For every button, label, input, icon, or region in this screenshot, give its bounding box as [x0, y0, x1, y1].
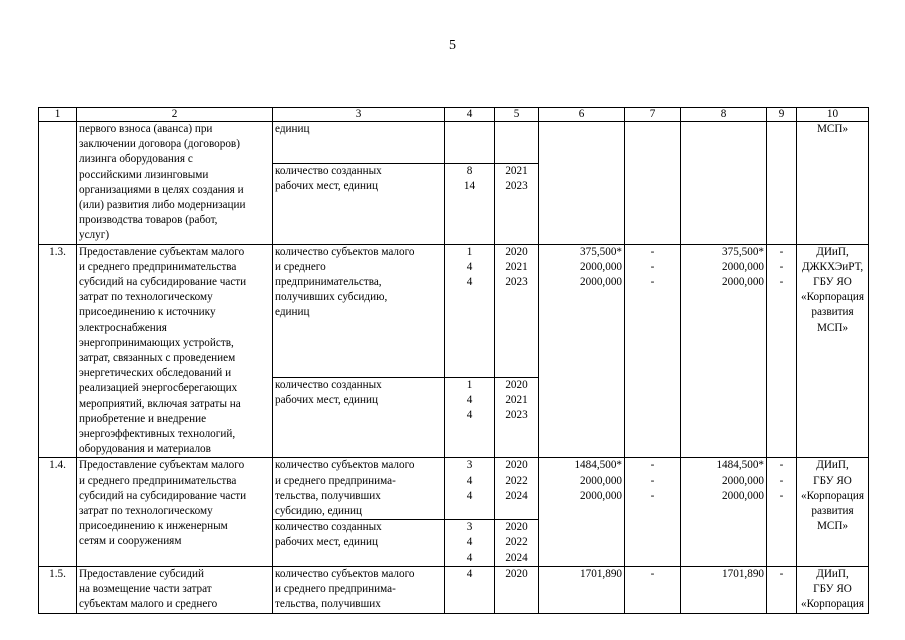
cell-line: 2020 [505, 245, 528, 258]
cell-line: МСП» [816, 520, 849, 533]
cell-line: Предоставление субъектам малого [79, 245, 245, 258]
cell-line: количество созданных [275, 521, 382, 534]
cell-line: 4 [466, 489, 473, 502]
cell-line: 1 [466, 245, 473, 258]
cell-line: 2020 [505, 567, 528, 580]
measure-name-cell [77, 566, 273, 613]
header-cell: 7 [625, 108, 681, 122]
funding-col7-cell [625, 122, 681, 245]
cell-line: 1701,890 [580, 567, 622, 580]
cell-line: приобретение и внедрение [79, 412, 207, 425]
header-cell: 6 [539, 108, 625, 122]
cell-line: 4 [466, 394, 473, 407]
cell-line: - [650, 276, 655, 289]
cell-line: тельства, получивших [275, 598, 381, 611]
cell-line: 2023 [505, 179, 528, 192]
cell-line: и среднего предпринима- [275, 474, 396, 487]
row-number-cell: 1.4. [39, 458, 77, 566]
total-funding-cell [539, 244, 625, 458]
cell-line: 2000,000 [580, 489, 622, 502]
cell-line: единиц [275, 306, 310, 319]
cell-line: «Корпорация [801, 291, 864, 304]
cell-line: «Корпорация [801, 598, 864, 611]
cell-line: 1484,500* [716, 459, 764, 472]
executor-cell [797, 458, 869, 566]
indicator-year-cell [495, 377, 539, 458]
funding-col7-cell [625, 244, 681, 458]
indicator-cell [273, 244, 445, 377]
cell-line: электроснабжения [79, 321, 167, 334]
funding-col8-cell [681, 244, 767, 458]
funding-col8-cell [681, 566, 767, 613]
cell-line: ГБУ ЯО [813, 583, 852, 596]
indicator-cell [273, 377, 445, 458]
cell-line: 2000,000 [722, 489, 764, 502]
cell-line: 375,500* [722, 245, 764, 258]
cell-line: - [779, 245, 784, 258]
cell-line: ДИиП, [816, 567, 849, 580]
header-cell: 9 [767, 108, 797, 122]
executor-cell [797, 566, 869, 613]
header-cell: 1 [39, 108, 77, 122]
cell-line: рабочих мест, единиц [275, 536, 378, 549]
cell-line: - [779, 489, 784, 502]
indicator-value-cell [445, 458, 495, 520]
cell-line: организациями в целях создания и [79, 183, 244, 196]
cell-line: ДЖКХЭиРТ, [801, 260, 864, 273]
cell-line: энергопринимающих устройств, [79, 336, 234, 349]
cell-line: - [779, 276, 784, 289]
cell-line: затрат по технологическому [79, 291, 213, 304]
header-cell: 4 [445, 108, 495, 122]
cell-line: и среднего предпринима- [275, 583, 396, 596]
executor-cell [797, 122, 869, 245]
cell-line: субсидий на субсидирование части [79, 489, 247, 502]
indicator-value-cell [445, 244, 495, 377]
cell-line: - [650, 567, 655, 580]
row-number-cell [39, 122, 77, 245]
cell-line: 4 [466, 260, 473, 273]
cell-line: 2023 [505, 409, 528, 422]
measure-name-cell [77, 458, 273, 566]
indicator-year-cell [495, 566, 539, 613]
cell-line: энергетических обследований и [79, 367, 232, 380]
header-cell: 5 [495, 108, 539, 122]
indicator-year-cell [495, 244, 539, 377]
cell-line: 1 [466, 378, 473, 391]
cell-line: Предоставление субъектам малого [79, 459, 245, 472]
cell-line: на возмещение части затрат [79, 583, 212, 596]
page-number: 5 [449, 38, 456, 53]
cell-line: «Корпорация [801, 489, 864, 502]
cell-line: 4 [466, 276, 473, 289]
cell-line: 2000,000 [722, 474, 764, 487]
cell-line: - [650, 245, 655, 258]
cell-line: - [650, 474, 655, 487]
cell-line: реализацией энергосберегающих [79, 382, 238, 395]
cell-line: субъектам малого и среднего [79, 598, 218, 611]
funding-col9-cell [767, 244, 797, 458]
cell-line: 2000,000 [580, 474, 622, 487]
cell-line: МСП» [816, 321, 849, 334]
cell-line: энергоэффективных технологий, [79, 428, 236, 441]
measure-name-cell [77, 122, 273, 245]
cell-line: 3 [466, 521, 473, 534]
indicator-cell [273, 163, 445, 244]
cell-line: 2023 [505, 276, 528, 289]
cell-line: развития [811, 505, 854, 518]
cell-line: 2024 [505, 489, 528, 502]
cell-line: услуг) [79, 229, 110, 242]
cell-line: присоединению к источнику [79, 306, 216, 319]
measure-name-cell [77, 244, 273, 458]
cell-line: субсидий на субсидирование части [79, 276, 247, 289]
funding-col8-cell [681, 458, 767, 566]
cell-line: - [650, 489, 655, 502]
cell-line: затрат по технологическому [79, 505, 213, 518]
cell-line: - [779, 567, 784, 580]
indicator-year-cell [495, 122, 539, 164]
cell-line: 2000,000 [580, 260, 622, 273]
cell-line: 4 [466, 536, 473, 549]
cell-line: тельства, получивших [275, 489, 381, 502]
cell-line: 2022 [505, 536, 528, 549]
cell-line: ДИиП, [816, 459, 849, 472]
cell-line: 4 [466, 551, 473, 564]
cell-line: 3 [466, 459, 473, 472]
cell-line: 4 [466, 567, 473, 580]
cell-line: 4 [466, 409, 473, 422]
cell-line: 2021 [505, 260, 528, 273]
cell-line: количество субъектов малого [275, 245, 415, 258]
funding-col9-cell [767, 566, 797, 613]
cell-line: рабочих мест, единиц [275, 394, 378, 407]
cell-line: 4 [466, 474, 473, 487]
cell-line: 2000,000 [722, 260, 764, 273]
cell-line: 1484,500* [574, 459, 622, 472]
row-number-cell: 1.5. [39, 566, 77, 613]
cell-line: - [779, 474, 784, 487]
cell-line: 1701,890 [722, 567, 764, 580]
indicator-cell [273, 520, 445, 567]
indicator-cell [273, 458, 445, 520]
total-funding-cell [539, 458, 625, 566]
cell-line: 8 [466, 164, 473, 177]
total-funding-cell [539, 122, 625, 245]
table-row-1-3 [39, 244, 869, 377]
total-funding-cell [539, 566, 625, 613]
cell-line: 2020 [505, 378, 528, 391]
indicator-value-cell [445, 566, 495, 613]
cell-line: единиц [275, 123, 310, 135]
table-row-1-4 [39, 458, 869, 520]
cell-line: 2021 [505, 394, 528, 407]
cell-line: 2020 [505, 459, 528, 472]
cell-line: количество субъектов малого [275, 567, 415, 580]
header-cell: 8 [681, 108, 767, 122]
header-cell: 3 [273, 108, 445, 122]
indicator-year-cell [495, 163, 539, 244]
cell-line: - [779, 260, 784, 273]
cell-line: 2024 [505, 551, 528, 564]
cell-line: количество субъектов малого [275, 459, 415, 472]
cell-line: российскими лизинговыми [79, 168, 209, 181]
cell-line: - [650, 260, 655, 273]
cell-line: предпринимательства, [275, 276, 382, 289]
cell-line: ГБУ ЯО [813, 474, 852, 487]
indicator-cell [273, 122, 445, 164]
funding-col7-cell [625, 458, 681, 566]
cell-line: количество созданных [275, 378, 382, 391]
cell-line: и среднего предпринимательства [79, 474, 237, 487]
indicator-year-cell [495, 458, 539, 520]
cell-line: затрат, связанных с проведением [79, 352, 236, 365]
funding-col8-cell [681, 122, 767, 245]
cell-line: количество созданных [275, 164, 382, 177]
cell-line: развития [811, 306, 854, 319]
cell-line: заключении договора (договоров) [79, 138, 240, 151]
cell-line: сетям и сооружениям [79, 535, 182, 548]
row-number-cell: 1.3. [39, 244, 77, 458]
executor-cell [797, 244, 869, 458]
indicator-value-cell [445, 122, 495, 164]
funding-col9-cell [767, 458, 797, 566]
cell-line: производства товаров (работ, [79, 214, 218, 227]
cell-line: рабочих мест, единиц [275, 179, 378, 192]
cell-line: оборудования и материалов [79, 443, 211, 456]
cell-line: лизинга оборудования с [79, 153, 193, 166]
cell-line: ГБУ ЯО [813, 276, 852, 289]
cell-line: и среднего [275, 260, 326, 273]
header-row [39, 108, 869, 122]
indicator-value-cell [445, 377, 495, 458]
cell-line: ДИиП, [816, 245, 849, 258]
cell-line: Предоставление субсидий [79, 567, 205, 580]
cell-line: первого взноса (аванса) при [79, 123, 213, 135]
cell-line: 14 [463, 179, 476, 192]
cell-line: 375,500* [580, 245, 622, 258]
cell-line: субсидию, единиц [275, 505, 362, 518]
cell-line: - [650, 459, 655, 472]
table-row-1-5 [39, 566, 869, 613]
cell-line: присоединению к инженерным [79, 520, 228, 533]
cell-line: (или) развития либо модернизации [79, 199, 246, 212]
cell-line: МСП» [816, 123, 849, 135]
cell-line: получивших субсидию, [275, 291, 388, 304]
indicator-value-cell [445, 163, 495, 244]
cell-line: 2020 [505, 521, 528, 534]
cell-line: мероприятий, включая затраты на [79, 397, 241, 410]
cell-line: и среднего предпринимательства [79, 260, 237, 273]
cell-line: 2022 [505, 474, 528, 487]
cell-line: 2000,000 [580, 276, 622, 289]
indicator-year-cell [495, 520, 539, 567]
cell-line: - [779, 459, 784, 472]
header-cell: 2 [77, 108, 273, 122]
indicator-value-cell [445, 520, 495, 567]
header-cell: 10 [797, 108, 869, 122]
table-row-continuation [39, 122, 869, 164]
measures-table [38, 107, 869, 614]
indicator-cell [273, 566, 445, 613]
funding-col9-cell [767, 122, 797, 245]
funding-col7-cell [625, 566, 681, 613]
cell-line: 2021 [505, 164, 528, 177]
cell-line: 2000,000 [722, 276, 764, 289]
